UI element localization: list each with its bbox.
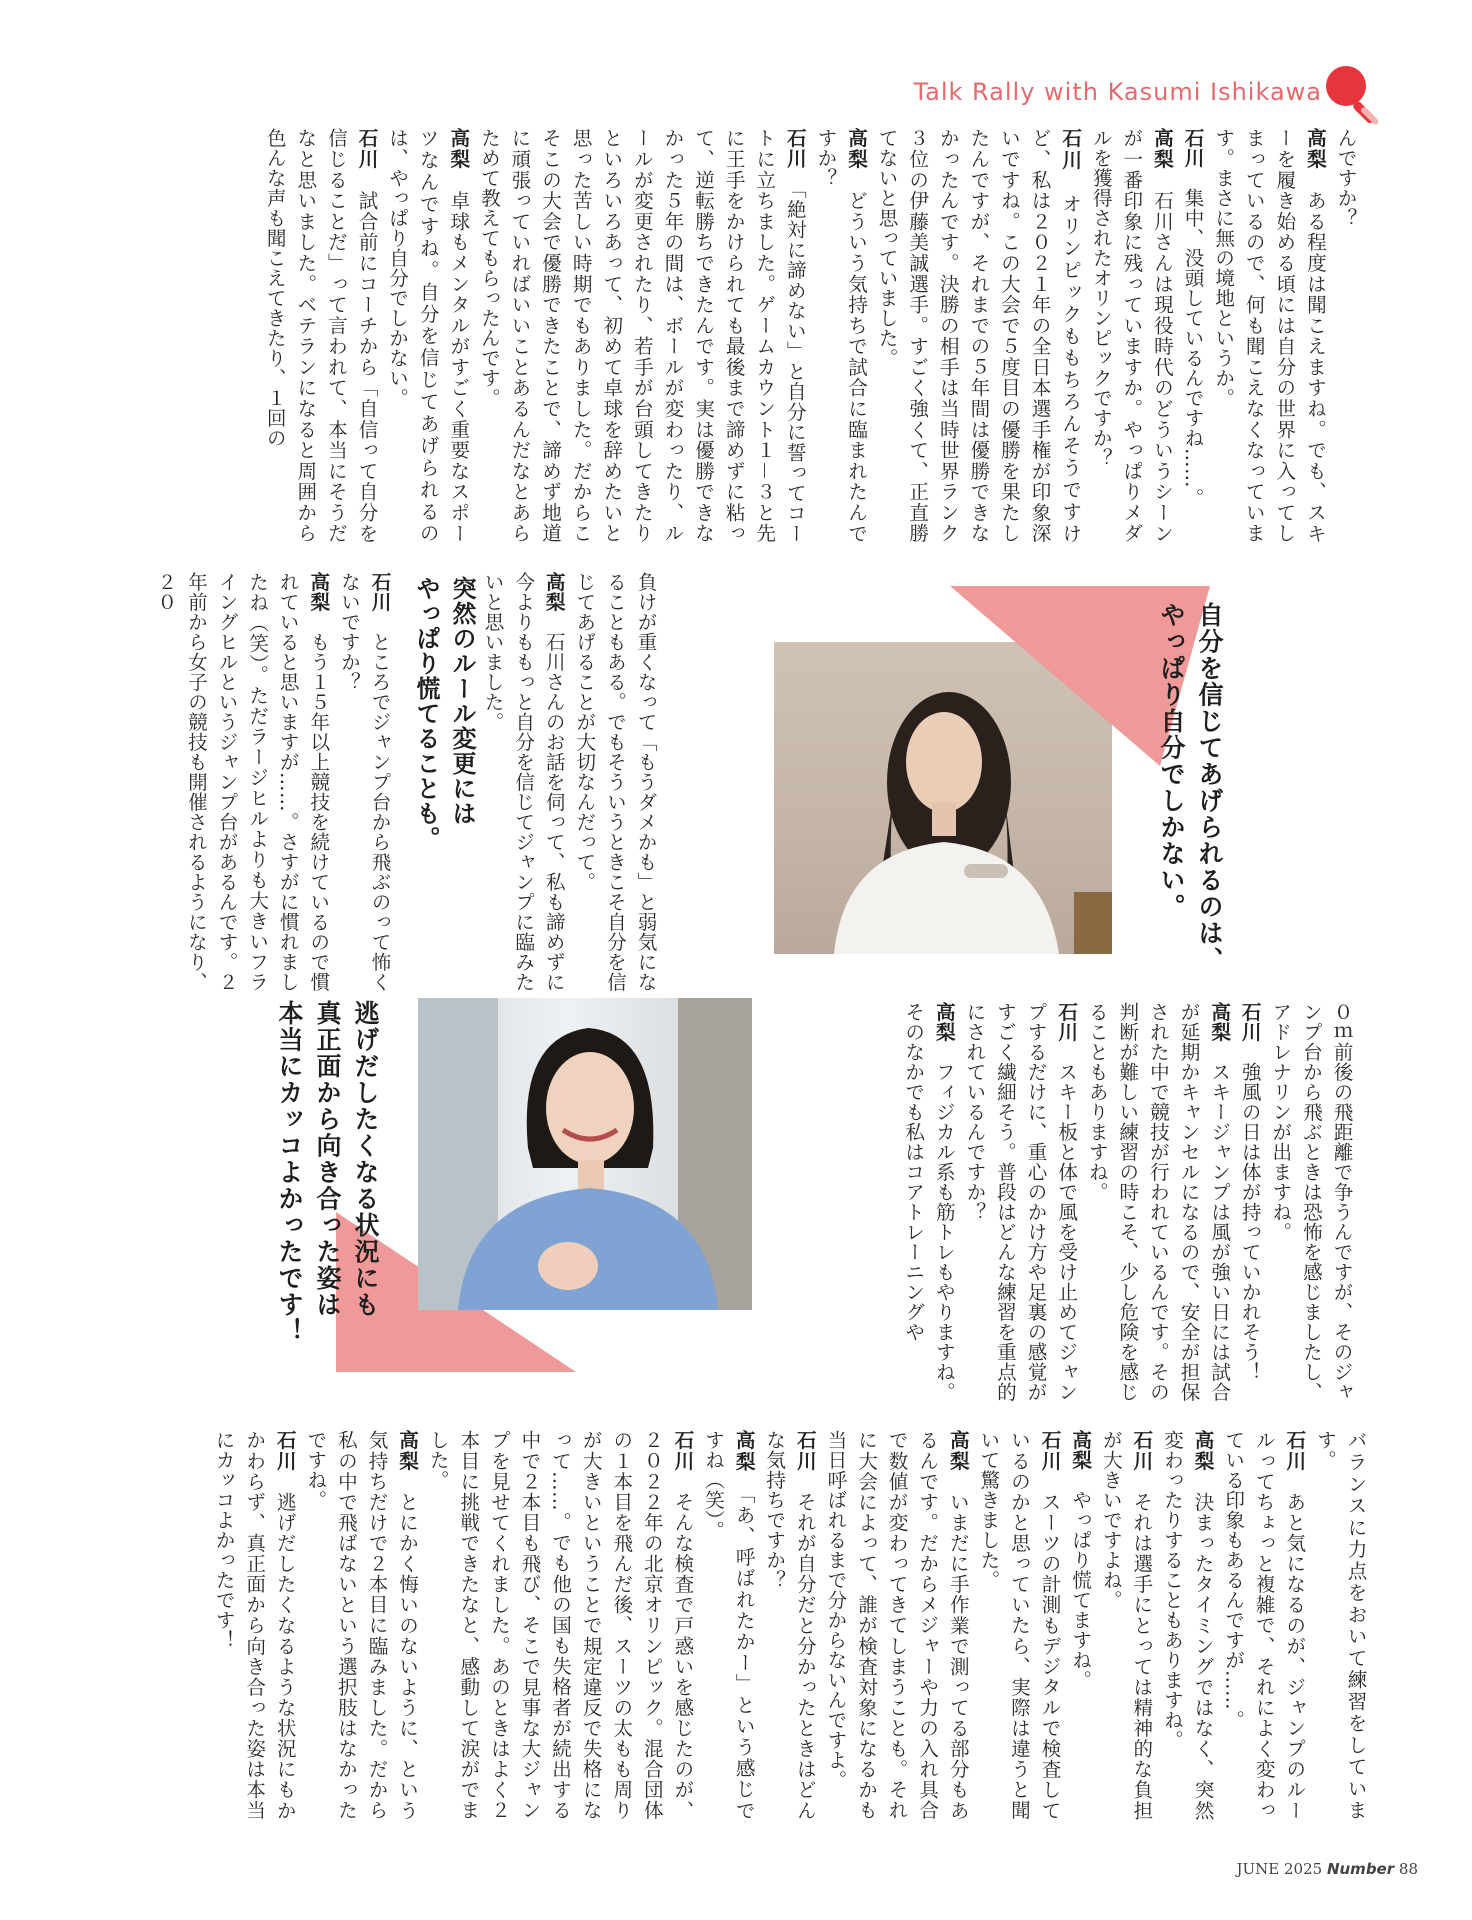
speaker-label: 石川	[1038, 1430, 1062, 1472]
paragraph-text: フィジカル系も筋トレもやりますね。そのなかでも私はコアトレーニングや	[901, 1002, 956, 1402]
interview-column-bottom	[190, 1430, 1370, 1820]
paragraph-text: やっぱり慌てますね。	[1068, 1490, 1092, 1690]
paragraph	[1085, 128, 1177, 543]
pull-quote-1-line-2: やっぱり自分でしかない。	[1157, 602, 1186, 920]
paragraph-text: いまだに手作業で測ってる部分もあるんです。だからメジャーや力の入れ具合で数値が変わってきてしまうことも。それに大会によって、誰が検査対象になるかも当日呼ばれるまで分からないんですよ。	[823, 1430, 970, 1821]
paragraph-text: 強風の日は体が持っていかれそう！	[1238, 1062, 1262, 1382]
speaker-label: 石川	[1058, 128, 1082, 172]
paragraph	[207, 1430, 299, 1820]
paragraph-text: スキージャンプは風が強い日には試合が延期かキャンセルになるので、安全が担保された中で競技が行われているんです。その判断が難しい練習の時こそ、少し危険を感じることもありますね。	[1085, 1002, 1231, 1402]
speaker-label: 高梨	[1207, 1002, 1231, 1042]
paragraph	[1156, 1430, 1217, 1820]
paragraph-text: あと気になるのが、ジャンプのルールってちょっと複雑で、それによく変わっている印象もあるんですが……。	[1221, 1430, 1306, 1821]
paragraph-text: 石川さんのお話を伺って、私も諦めずに今よりももっと自分を信じてジャンプに臨みたいと思いました。	[481, 572, 566, 992]
speaker-label: 高梨	[446, 128, 470, 170]
paragraph-text: 集中、没頭しているんですね……。	[1181, 188, 1205, 508]
subheading-line-2: やっぱり慌てることも。	[412, 576, 440, 851]
photo-sara-takanashi	[418, 998, 752, 1310]
paragraph	[1207, 128, 1329, 543]
paragraph-text: んですか？	[1334, 128, 1357, 228]
paragraph	[1329, 128, 1360, 543]
speaker-label: 高梨	[395, 1430, 419, 1472]
paragraph	[568, 572, 660, 992]
paragraph-text: 負けが重くなって「もうダメかも」と弱気になることもある。でもそういうときこそ自分を信じてあげることが大切なんだって。	[572, 572, 657, 992]
interview-column-middle-right	[860, 1002, 1356, 1402]
paragraph	[819, 1430, 972, 1820]
paragraph-text: 「あ、呼ばれたかー」という感じですね（笑）。	[701, 1430, 756, 1821]
paragraph	[1234, 1002, 1265, 1402]
paragraph-text: それが自分だと分かったときはどんな気持ちですか？	[762, 1430, 817, 1821]
paragraph	[1264, 1002, 1356, 1402]
speaker-label: 高梨	[732, 1430, 756, 1473]
speaker-label: 高梨	[1303, 128, 1327, 170]
paragraph-text: そんな検査で戸惑いを感じたのが、２０２２年の北京オリンピック。混合団体の１本目を飛んだ後、スーツの太もも周りが大きいということで規定違反で失格になって……。でも他の国も失格者が続出する中で２本目も飛び、そこで見事な大ジャンプを見せてくれました。あのときはよく２本目に挑戦できたなと、感動して涙がでました。	[426, 1430, 694, 1821]
paragraph	[1095, 1430, 1156, 1820]
paragraph	[473, 128, 810, 543]
paragraph	[1081, 1002, 1234, 1402]
folio-magazine: Number	[1326, 1860, 1395, 1878]
paragraph	[299, 1430, 421, 1820]
page-folio	[1237, 1860, 1419, 1878]
folio-issue: JUNE 2025	[1236, 1860, 1323, 1878]
pull-quote-ishikawa	[1152, 602, 1228, 1002]
paragraph	[809, 128, 870, 543]
speaker-label: 高梨	[1150, 128, 1174, 170]
speaker-label: 石川	[355, 128, 378, 170]
paragraph	[1309, 1430, 1370, 1820]
paragraph-text: 決まったタイミングではなく、突然変わったりすることもありますね。	[1160, 1430, 1215, 1821]
speaker-label: 高梨	[306, 572, 330, 612]
portrait-illustration-2	[418, 998, 752, 1310]
speaker-label: 石川	[1238, 1002, 1262, 1042]
paragraph	[972, 1430, 1064, 1820]
paragraph	[476, 572, 568, 992]
paragraph-text: スキー板と体で風を受け止めてジャンプするだけに、重心のかけ方や足裏の感覚がすごく繊細そう。普段はどんな練習を重点的にされているんですか？	[962, 1002, 1078, 1402]
paragraph	[758, 1430, 819, 1820]
paragraph	[381, 128, 473, 543]
paragraph	[871, 128, 1085, 543]
subheading-line-1: 突然のルール変更には	[448, 576, 476, 826]
speaker-label: 高梨	[1068, 1430, 1092, 1470]
paragraph-text: スーツの計測もデジタルで検査しているのかと思っていたら、実際は違うと聞いて驚きました。	[976, 1430, 1062, 1821]
paragraph-text: どういう気持ちで試合に臨まれたんですか？	[813, 128, 868, 544]
series-title: Talk Rally with Kasumi Ishikawa	[913, 78, 1322, 106]
pull-quote-2-line-1: 逃げだしたくなる状況にも	[351, 1000, 380, 1318]
paragraph	[1176, 128, 1207, 543]
paragraph	[1064, 1430, 1095, 1820]
speaker-label: 石川	[1181, 128, 1205, 168]
speaker-label: 石川	[1129, 1430, 1153, 1472]
paragraph	[259, 128, 381, 543]
pull-quote-1-line-1: 自分を信じてあげられるのは、	[1195, 602, 1224, 973]
pull-quote-2-line-3: 本当にカッコよかったです！	[275, 1000, 304, 1345]
speaker-label: 石川	[1282, 1430, 1306, 1472]
speaker-label: 高梨	[1191, 1430, 1215, 1472]
paragraph-text: バランスに力点をおいて練習をしています。	[1313, 1430, 1367, 1820]
speaker-label: 石川	[273, 1430, 297, 1472]
speaker-label: 高梨	[844, 128, 868, 170]
speaker-label: 高梨	[946, 1430, 970, 1472]
paragraph	[958, 1002, 1080, 1402]
pull-quote-takanashi	[270, 1000, 384, 1360]
speaker-label: 石川	[670, 1430, 694, 1472]
paragraph-text: 試合前にコーチから「自信って自分を信じることだ」って言われて、本当にそうだなと思いました。ベテランになると周囲から色んな声も聞こえてきたり、１回の	[263, 128, 378, 544]
paragraph	[697, 1430, 758, 1820]
paragraph-text: ０ｍ前後の飛距離で争うんですが、そのジャンプ台から飛ぶときは恐怖を感じましたし、アドレナリンが出ますね。	[1268, 1002, 1353, 1402]
paragraph-text: とにかく悔いのないように、という気持ちだけで２本目に臨みました。だから私の中で飛ばないという選択肢はなかったですね。	[303, 1430, 419, 1821]
speaker-label: 石川	[368, 572, 391, 612]
paragraph	[897, 1002, 958, 1402]
paragraph-text: もう１５年以上競技を続けているので慣れていると思いますが……。さすがに慣れましたね（笑）。ただラージヒルよりも大きいフライングヒルというジャンプ台があるんです。２年前から女子の競技も開催されるようになり、２０	[153, 572, 330, 992]
paragraph-text: 逃げだしたくなるような状況にもかかわらず、真正面から向き合った姿は本当にカッコよかったです！	[212, 1430, 297, 1821]
interview-column-middle-far	[144, 572, 394, 992]
speaker-label: 高梨	[542, 572, 566, 612]
paragraph-text: オリンピックももちろんそうですけど、私は２０２１年の全日本選手権が印象深いですね。この大会で５度目の優勝を果たしたんですが、それまでの５年間は優勝できなかったんです。決勝の相手は当時世界ランク３位の伊藤美誠選手。すごく強くて、正直勝てないと思っていました。	[875, 128, 1082, 544]
paragraph-text: 「絶対に諦めない」と自分に誓ってコートに立ちました。ゲームカウント１－３と先に王手をかけられても最後まで諦めずに粘って、逆転勝ちできたんです。実は優勝できなかった５年の間は、ボールが変わったり、ルールが変更されたり、若手が台頭してきたりといろいろあって、初めて卓球を辞めたいと思った苦しい時期でもありました。だからこそこの大会で優勝できたことで、諦めず地道に頑張っていればいいことあるんだなとあらためて教えてもらったんです。	[477, 128, 807, 544]
speaker-label: 高梨	[932, 1002, 956, 1042]
speaker-label: 石川	[783, 128, 807, 169]
paragraph-text: 卓球もメンタルがすごく重要なスポーツなんですね。自分を信じてあげられるのは、やっぱり自分でしかない。	[385, 128, 470, 544]
paragraph-text: ある程度は聞こえますね。でも、スキーを履き始める頃には自分の世界に入ってしまっているので、何も聞こえなくなっています。まさに無の境地というか。	[1211, 128, 1327, 544]
pull-quote-2-line-2: 真正面から向き合った姿は	[313, 1000, 342, 1318]
speaker-label: 石川	[1054, 1002, 1078, 1042]
paragraph	[149, 572, 333, 992]
speaker-label: 石川	[793, 1430, 817, 1472]
section-subheading	[408, 576, 480, 936]
paragraph-text: それは選手にとっては精神的な負担が大きいですよね。	[1099, 1430, 1153, 1821]
interview-column-middle-left	[481, 572, 660, 992]
paragraph-text: 石川さんは現役時代のどういうシーンが一番印象に残っていますか。やっぱりメダルを獲得されたオリンピックですか？	[1089, 128, 1174, 544]
paragraph	[1217, 1430, 1309, 1820]
interview-column-top	[175, 128, 1360, 543]
ping-pong-paddle-icon	[1320, 60, 1390, 130]
paragraph-text: ところでジャンプ台から飛ぶのって怖くないですか？	[337, 572, 391, 992]
folio-page-number: 88	[1398, 1860, 1418, 1878]
paragraph	[422, 1430, 697, 1820]
paragraph	[333, 572, 394, 992]
